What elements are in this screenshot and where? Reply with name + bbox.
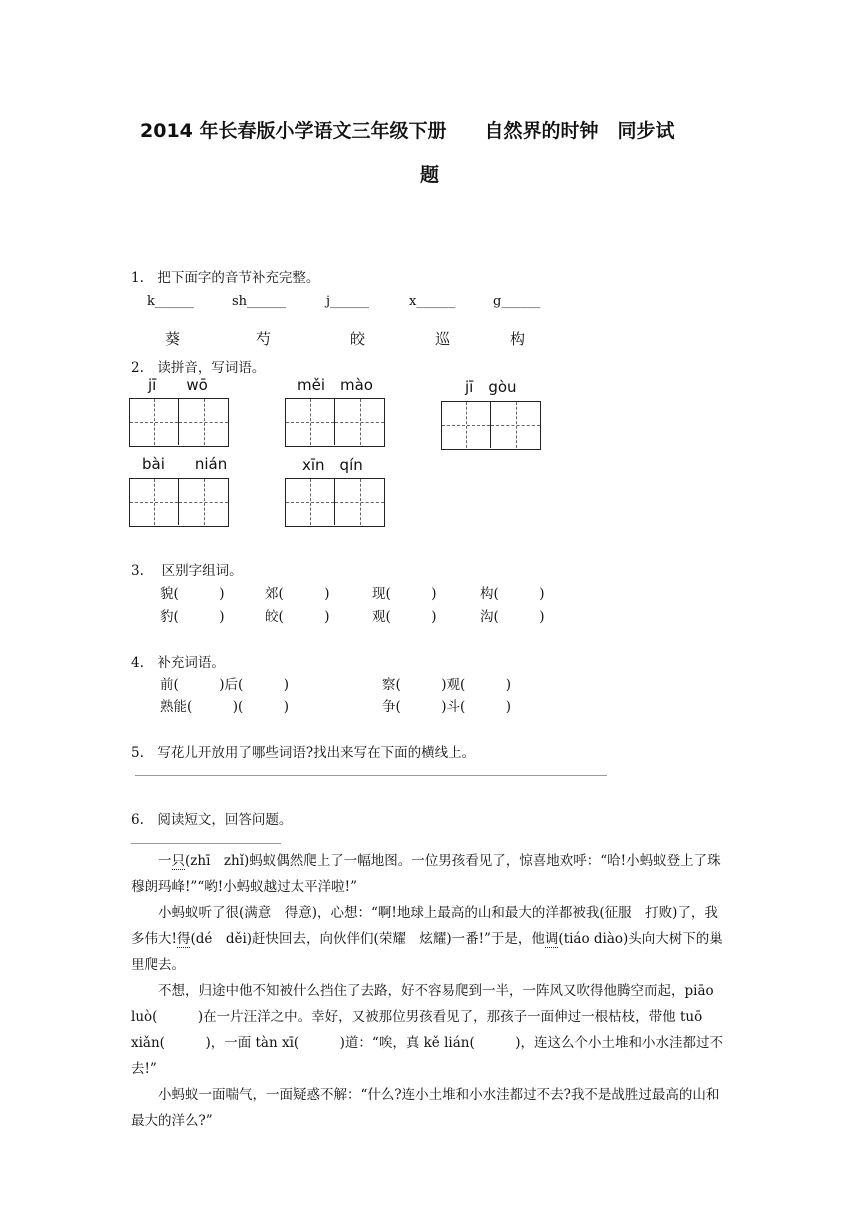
page-title-line2: 题 xyxy=(420,164,440,186)
q1-blank-j: j______ xyxy=(326,294,370,309)
grid-cell xyxy=(179,479,228,525)
dotted-char-zhi: 只 xyxy=(171,853,185,869)
q5-answer-line[interactable] xyxy=(135,775,607,776)
p1-text-a: 一 xyxy=(158,853,172,869)
q3-item-gou-ditch: 沟( ) xyxy=(480,609,545,625)
q4-item-chaguan: 察( )观( ) xyxy=(382,677,512,693)
writing-grid-jigou[interactable] xyxy=(441,401,541,450)
p2-text-c: (tiáo diào)头向大树下的巢里爬去。 xyxy=(131,931,723,973)
q4-item-shuneng: 熟能( )( ) xyxy=(160,699,290,715)
q6-prompt: 6. 阅读短文，回答问题。 xyxy=(131,812,293,828)
passage-paragraph-3: 不想，归途中他不知被什么挡住了去路，好不容易爬到一半，一阵风又吹得他腾空而起，piāo luò( )在一片汪洋之中。幸好，又被那位男孩看见了，那孩子一面伸过一根枯枝，带他 tuō xiǎn( )，一面 tàn xī( )道：“唉，真 kě lián( )，连这么个小土堆和小水洼都过不去!” xyxy=(131,983,723,1077)
grid-cell xyxy=(286,399,335,445)
grid-cell xyxy=(335,479,384,525)
q1-char-kui: 葵 xyxy=(165,330,181,348)
grid-cell xyxy=(130,399,179,445)
dotted-char-diao: 调 xyxy=(544,931,559,947)
q5-prompt: 5. 写花儿开放用了哪些词语?找出来写在下面的横线上。 xyxy=(131,745,476,761)
q3-item-jiao-bright: 皎( ) xyxy=(265,609,330,625)
q4-item-zhengdou: 争( )斗( ) xyxy=(382,699,512,715)
q3-item-guan: 观( ) xyxy=(372,609,437,625)
q1-blank-g: g______ xyxy=(493,294,541,309)
pinyin-jiwo: jī wō xyxy=(148,376,208,394)
passage-paragraph-2 xyxy=(131,900,731,978)
passage-paragraph-1 xyxy=(131,848,731,900)
dotted-char-de: 得 xyxy=(176,931,191,947)
pinyin-meimao: měi mào xyxy=(297,376,373,394)
passage-paragraph-4: 小蚂蚁一面喘气，一面疑惑不解：“什么?连小土堆和小水洼都过不去?我不是战胜过最高的山和最大的洋么?” xyxy=(131,1087,720,1129)
p2-text-b: (dé děi)赶快回去，向伙伴们(荣耀 炫耀)一番!”于是，他 xyxy=(190,931,545,947)
grid-cell xyxy=(179,399,228,445)
grid-cell xyxy=(442,402,491,448)
q1-char-gou: 构 xyxy=(510,330,526,348)
p1-text-b: (zhī zhǐ)蚂蚁偶然爬上了一幅地图。一位男孩看见了，惊喜地欢呼：“哈!小蚂蚁登上了珠穆朗玛峰!”“哟!小蚂蚁越过太平洋啦!” xyxy=(131,853,721,895)
q1-prompt: 1. 把下面字的音节补充完整。 xyxy=(131,270,320,286)
q1-blank-x: x______ xyxy=(409,294,456,309)
q3-item-jiao-suburb: 郊( ) xyxy=(265,586,330,602)
grid-cell xyxy=(286,479,335,525)
grid-cell xyxy=(130,479,179,525)
q4-prompt: 4. 补充词语。 xyxy=(131,655,225,671)
page-title-line1: 2014 年长春版小学语文三年级下册 自然界的时钟 同步试 xyxy=(140,120,675,142)
q1-blank-k: k______ xyxy=(147,294,194,309)
q1-char-xun: 巡 xyxy=(435,330,451,348)
writing-grid-jiwo[interactable] xyxy=(129,398,229,447)
q3-prompt: 3. 区别字组词。 xyxy=(131,563,243,579)
pinyin-xinqin: xīn qín xyxy=(302,456,363,474)
q1-blank-sh: sh______ xyxy=(232,294,287,309)
pinyin-bainian: bài nián xyxy=(142,455,228,473)
q3-item-xian: 现( ) xyxy=(372,586,437,602)
q1-char-shao: 芍 xyxy=(256,330,272,348)
q3-item-bao: 豹( ) xyxy=(160,609,225,625)
passage-divider xyxy=(131,843,281,844)
q3-item-gou-structure: 构( ) xyxy=(480,586,545,602)
q3-item-mao: 貌( ) xyxy=(160,586,225,602)
grid-cell xyxy=(491,402,540,448)
q1-char-jiao: 皎 xyxy=(350,330,366,348)
writing-grid-meimao[interactable] xyxy=(285,398,385,447)
p2-text-a: 小蚂蚁听了很(满意 得意)，心想：“啊!地球上最高的山和最大的洋都被我(征服 打败)了，我多伟大! xyxy=(131,905,718,947)
q2-prompt: 2. 读拼音，写词语。 xyxy=(131,360,266,376)
q4-item-qianhou: 前( )后( ) xyxy=(160,677,290,693)
pinyin-jigou: jī gòu xyxy=(465,378,517,396)
writing-grid-bainian[interactable] xyxy=(129,478,229,527)
grid-cell xyxy=(335,399,384,445)
writing-grid-xinqin[interactable] xyxy=(285,478,385,527)
